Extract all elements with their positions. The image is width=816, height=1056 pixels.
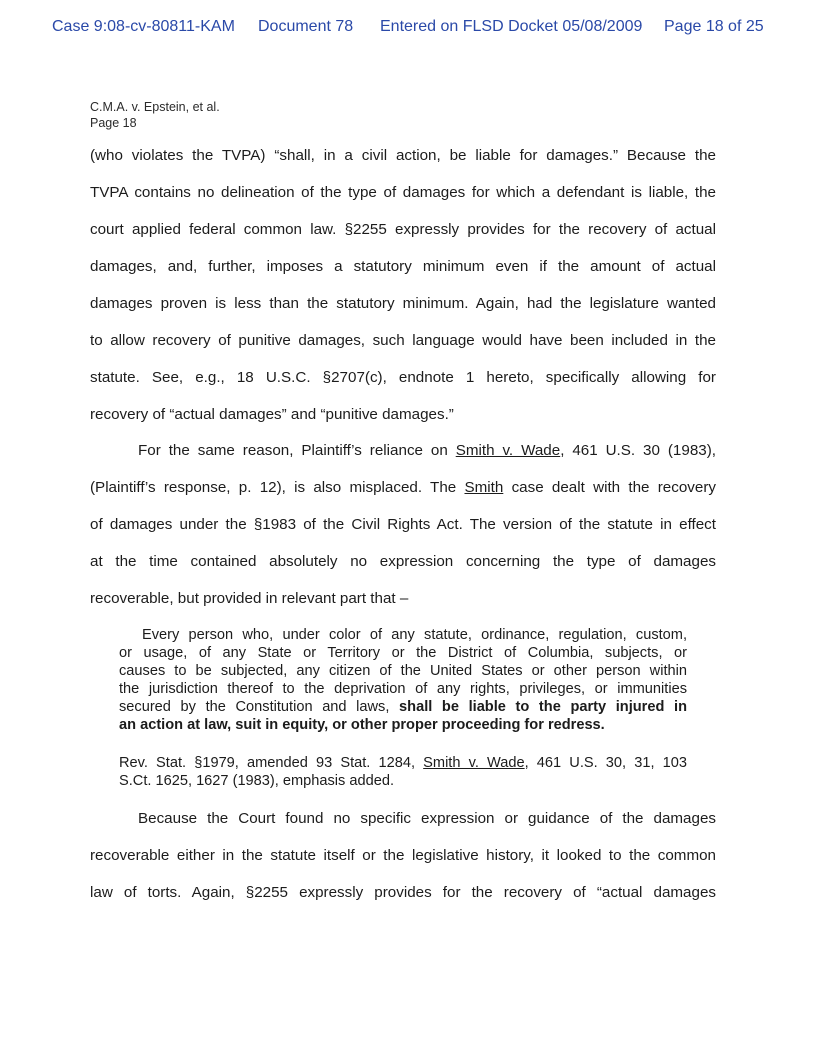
paragraph-line: recoverable either in the statute itself or the legislative history, it looked to the common (90, 847, 716, 864)
paragraph-line: at the time contained absolutely no expression concerning the type of damages (90, 553, 716, 570)
stamp-document-number: Document 78 (258, 18, 354, 35)
case-citation-smith-v-wade: Smith v. Wade (455, 442, 561, 459)
running-head (90, 99, 220, 131)
text-run: , 461 U.S. 30, 31, 103 (524, 755, 688, 771)
citation-line: S.Ct. 1625, 1627 (1983), emphasis added. (119, 773, 395, 789)
paragraph-line (90, 477, 716, 499)
quote-line: the jurisdiction thereof to the deprivation of any rights, privileges, or immunities (119, 681, 687, 697)
quote-line (119, 698, 687, 716)
paragraph-line: TVPA contains no delineation of the type of damages for which a defendant is liable, the (90, 184, 716, 201)
text-run: Rev. Stat. §1979, amended 93 Stat. 1284, (119, 755, 424, 771)
paragraph-line: recoverable, but provided in relevant part that – (90, 590, 409, 607)
quote-line: Every person who, under color of any statute, ordinance, regulation, custom, (142, 627, 687, 643)
text-run: For the same reason, Plaintiff’s reliance on (138, 442, 456, 459)
quote-line: or usage, of any State or Territory or the District of Columbia, subjects, or (119, 645, 687, 661)
paragraph-line: damages proven is less than the statutory minimum. Again, had the legislature wanted (90, 295, 716, 312)
paragraph-line: to allow recovery of punitive damages, such language would have been included in the (90, 332, 716, 349)
stamp-entered-date: Entered on FLSD Docket 05/08/2009 (380, 18, 643, 35)
citation-line (119, 754, 687, 772)
paragraph-line: damages, and, further, imposes a statutory minimum even if the amount of actual (90, 258, 716, 275)
stamp-page-count: Page 18 of 25 (664, 18, 764, 35)
paragraph-line: (who violates the TVPA) “shall, in a civil action, be liable for damages.” Because the (90, 147, 716, 164)
text-run: case dealt with the recovery (503, 479, 716, 496)
running-head-page: Page 18 (90, 116, 137, 130)
paragraph-line: recovery of “actual damages” and “punitive damages.” (90, 406, 454, 423)
emphasis-text: shall be liable to the party injured in (399, 699, 687, 715)
quote-line (119, 716, 687, 734)
stamp-case-number: Case 9:08-cv-80811-KAM (52, 18, 235, 35)
text-run: secured by the Constitution and laws, (119, 699, 400, 715)
paragraph-line: Because the Court found no specific expression or guidance of the damages (138, 810, 716, 827)
paragraph-line: court applied federal common law. §2255 expressly provides for the recovery of actual (90, 221, 716, 238)
running-head-caption: C.M.A. v. Epstein, et al. (90, 100, 220, 114)
paragraph-line (138, 440, 716, 462)
case-citation-smith-v-wade: Smith v. Wade (423, 755, 525, 771)
case-citation-smith: Smith (464, 479, 504, 496)
text-run: (Plaintiff’s response, p. 12), is also misplaced. The (90, 479, 465, 496)
quote-line: causes to be subjected, any citizen of the United States or other person within (119, 663, 687, 679)
text-run: , 461 U.S. 30 (1983), (560, 442, 716, 459)
paragraph-line: of damages under the §1983 of the Civil Rights Act. The version of the statute in effect (90, 516, 716, 533)
paragraph-line: statute. See, e.g., 18 U.S.C. §2707(c), endnote 1 hereto, specifically allowing for (90, 369, 716, 386)
paragraph-line: law of torts. Again, §2255 expressly provides for the recovery of “actual damages (90, 884, 716, 901)
docket-stamp (0, 18, 816, 38)
emphasis-text: an action at law, suit in equity, or other proper proceeding for redress. (119, 717, 605, 733)
